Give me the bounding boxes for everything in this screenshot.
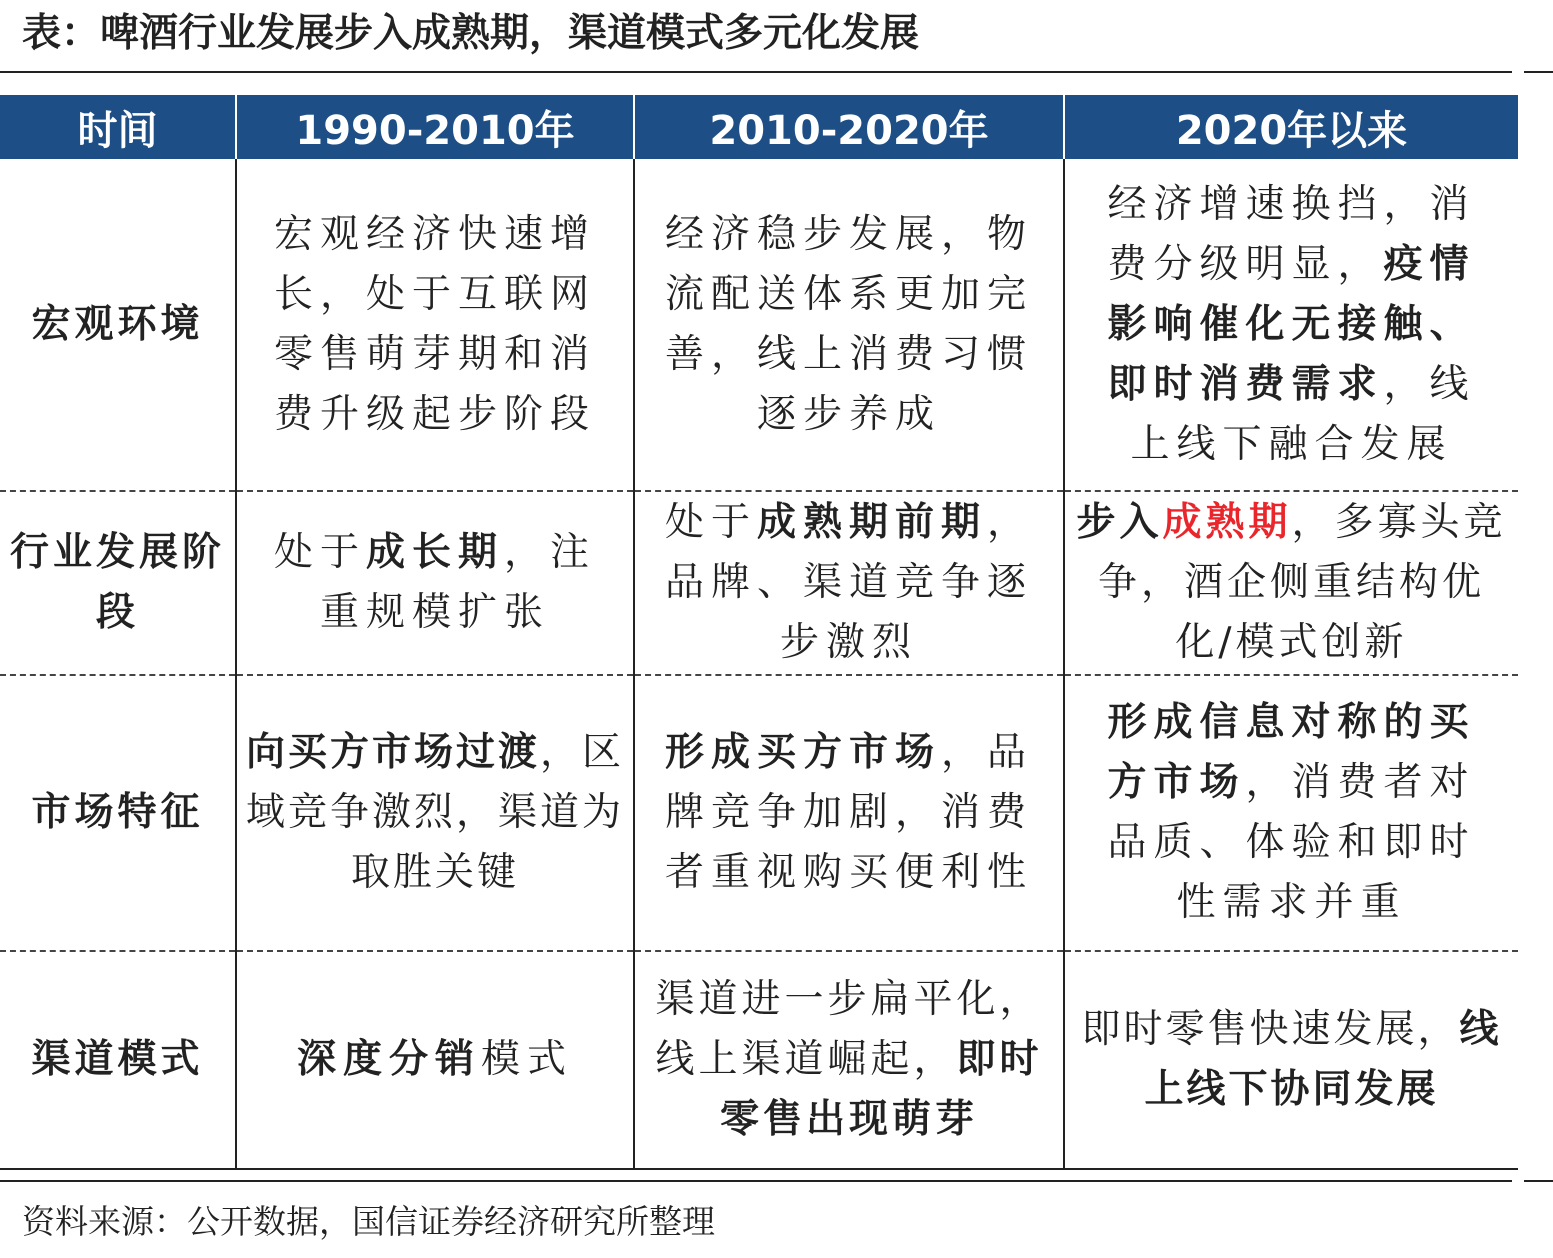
bottom-rule: [0, 1180, 1512, 1182]
header-period-2020-onward: 2020年以来: [1064, 95, 1518, 159]
cell-text-highlight: 成熟期: [1162, 500, 1292, 545]
cell-text: ，线上线下融合发展: [1130, 361, 1476, 467]
cell-text-bold: 向买方市场过渡: [245, 730, 540, 775]
cell-macro-2010-2020: [634, 159, 1064, 491]
cell-text: 处于: [273, 530, 366, 575]
row-label-market: 市场特征: [0, 675, 236, 951]
table-row: [0, 675, 1518, 951]
cell-channel-2020-onward: [1064, 951, 1518, 1169]
cell-text-bold: 成长期: [365, 530, 504, 575]
cell-stage-1990-2010: [236, 491, 634, 675]
cell-text: ，注重规模扩张: [319, 530, 597, 635]
cell-market-2020-onward: [1064, 675, 1518, 951]
cell-text: 处于: [664, 500, 757, 545]
cell-text-bold: 即时零售出现萌芽: [719, 1037, 1043, 1142]
table-row: [0, 159, 1518, 491]
comparison-table: [0, 95, 1518, 1170]
top-rule-tail: [1524, 71, 1553, 73]
cell-text-bold: 疫情影响催化无接触、即时消费需求: [1107, 241, 1476, 407]
table-row: [0, 491, 1518, 675]
bottom-rule-tail: [1524, 1180, 1553, 1182]
row-label-channel: 渠道模式: [0, 951, 236, 1169]
cell-text: 即时零售快速发展，: [1081, 1007, 1460, 1052]
cell-macro-1990-2010: [236, 159, 634, 491]
cell-text: 模式: [481, 1037, 574, 1082]
cell-text-bold: 线上线下协同发展: [1144, 1007, 1502, 1112]
cell-text: ，区域竞争激烈，渠道为取胜关键: [245, 730, 625, 895]
source-note: 资料来源：公开数据，国信证券经济研究所整理: [22, 1202, 715, 1241]
cell-text: ，品牌、渠道竞争逐步激烈: [664, 500, 1034, 665]
cell-macro-2020-onward: [1064, 159, 1518, 491]
cell-text: 经济增速换挡，消费分级明显，: [1107, 181, 1476, 287]
cell-text: 渠道进一步扁平化，线上渠道崛起，: [655, 977, 1043, 1082]
cell-text: 经济稳步发展，物流配送体系更加完善，线上消费习惯逐步养成: [664, 211, 1033, 437]
cell-stage-2010-2020: [634, 491, 1064, 675]
table-row: [0, 951, 1518, 1169]
cell-stage-2020-onward: [1064, 491, 1518, 675]
cell-text-bold: 步入: [1076, 500, 1163, 545]
table-header-row: [0, 95, 1518, 159]
cell-text-bold: 深度分销: [296, 1037, 481, 1082]
cell-text-bold: 形成信息对称的买方市场: [1107, 700, 1476, 805]
cell-text: ，消费者对品质、体验和即时性需求并重: [1107, 760, 1476, 925]
header-time: 时间: [0, 95, 236, 159]
cell-market-1990-2010: [236, 675, 634, 951]
header-period-2010-2020: 2010-2020年: [634, 95, 1064, 159]
cell-channel-1990-2010: [236, 951, 634, 1169]
top-rule: [0, 71, 1512, 73]
page-title: 表：啤酒行业发展步入成熟期，渠道模式多元化发展: [22, 11, 920, 56]
cell-text: 宏观经济快速增长，处于互联网零售萌芽期和消费升级起步阶段: [273, 211, 596, 437]
cell-text-bold: 成熟期前期: [756, 500, 987, 545]
cell-channel-2010-2020: [634, 951, 1064, 1169]
cell-market-2010-2020: [634, 675, 1064, 951]
header-period-1990-2010: 1990-2010年: [236, 95, 634, 159]
cell-text-bold: 形成买方市场: [664, 730, 941, 775]
row-label-stage: 行业发展阶段: [0, 491, 236, 675]
cell-text: ，品牌竞争加剧，消费者重视购买便利性: [664, 730, 1034, 895]
cell-text: ，多寡头竞争，酒企侧重结构优化/模式创新: [1097, 500, 1507, 665]
row-label-macro: 宏观环境: [0, 159, 236, 491]
